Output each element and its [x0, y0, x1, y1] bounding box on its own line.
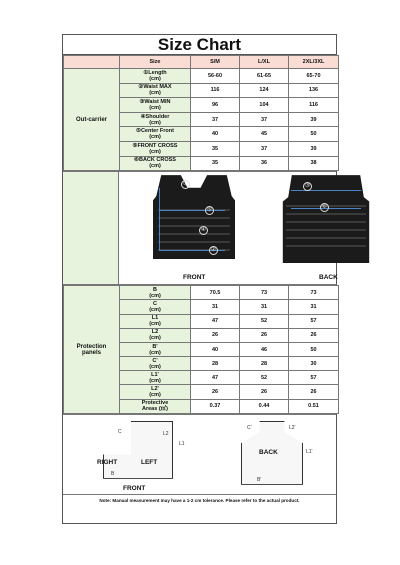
front-mark-1: ① [182, 181, 189, 188]
front-l1-label: L1 [179, 440, 185, 447]
outcarrier-value-cell: 36 [240, 156, 289, 171]
protection-value-cell: 26 [240, 328, 289, 342]
outcarrier-value-cell: 35 [191, 156, 240, 171]
front-diagram-caption: FRONT [123, 484, 146, 492]
front-c-label: C [118, 428, 122, 435]
back-c-label: C' [247, 424, 252, 431]
protection-measure-label: L1 (cm) [120, 314, 191, 328]
outcarrier-section-label: Out-carrier [64, 69, 120, 171]
protection-value-cell: 50 [289, 342, 339, 356]
outcarrier-value-cell: 39 [289, 112, 339, 127]
protection-value-cell: 31 [191, 300, 240, 314]
panel-diagrams [63, 414, 336, 494]
protection-value-cell: 26 [240, 385, 289, 399]
outcarrier-measure-label: ①Length (cm) [120, 69, 191, 84]
protection-value-cell: 28 [240, 357, 289, 371]
vest-photos [63, 171, 336, 285]
outcarrier-value-cell: 65-70 [289, 69, 339, 84]
outcarrier-row [64, 69, 339, 84]
protection-measure-label: B (cm) [120, 286, 191, 300]
back-l1-label: L1' [306, 448, 313, 455]
outcarrier-measure-label: ③Waist MIN (cm) [120, 98, 191, 113]
protection-value-cell: 70.5 [191, 286, 240, 300]
protection-value-cell: 31 [289, 300, 339, 314]
outcarrier-value-cell: 37 [240, 112, 289, 127]
size-chart-sheet [62, 34, 337, 524]
outcarrier-value-cell: 136 [289, 83, 339, 98]
protection-value-cell: 47 [191, 371, 240, 385]
vest-front-photo [153, 175, 235, 259]
back-b-label: B' [257, 476, 262, 483]
protection-measure-label: L2 (cm) [120, 328, 191, 342]
front-cross-measure-line [159, 210, 225, 211]
front-right-label: RIGHT [97, 458, 118, 466]
outcarrier-value-cell: 50 [289, 127, 339, 142]
protection-value-cell: 26 [191, 385, 240, 399]
header-row [64, 56, 339, 69]
protection-measure-label: C' (cm) [120, 357, 191, 371]
header-size-cell: Size [120, 56, 191, 69]
front-l2-label: L2 [163, 430, 169, 437]
outcarrier-value-cell: 104 [240, 98, 289, 113]
outcarrier-measure-label: ⑥BACK CROSS (cm) [120, 156, 191, 171]
outcarrier-value-cell: 39 [289, 141, 339, 156]
protection-section-label: Protection panels [64, 286, 120, 414]
outcarrier-measure-label: ⑤Center Front (cm) [120, 127, 191, 142]
protection-value-cell: 73 [240, 286, 289, 300]
back-l2-label: L2' [289, 424, 296, 431]
outcarrier-value-cell: 56-60 [191, 69, 240, 84]
outcarrier-value-cell: 37 [240, 141, 289, 156]
protection-value-cell: 52 [240, 371, 289, 385]
outcarrier-value-cell: 116 [289, 98, 339, 113]
outcarrier-value-cell: 35 [191, 141, 240, 156]
page-title: Size Chart [63, 35, 336, 55]
outcarrier-value-cell: 38 [289, 156, 339, 171]
protection-value-cell: 46 [240, 342, 289, 356]
protection-value-cell: 40 [191, 342, 240, 356]
front-b-label: B [111, 470, 115, 477]
outcarrier-measure-label: ④Shoulder (cm) [120, 112, 191, 127]
back-mark-3: ③ [304, 183, 311, 190]
back-mark-6: ⑥ [321, 204, 328, 211]
protection-value-cell: 0.51 [289, 399, 339, 413]
length-measure-line [159, 188, 160, 250]
tolerance-note: Note: Manual measurement may have a 1-2 cm tolerance. Please refer to the actual product. [63, 494, 336, 506]
outcarrier-measure-label: ⑤FRONT CROSS (cm) [120, 141, 191, 156]
protection-value-cell: 30 [289, 357, 339, 371]
outcarrier-value-cell: 40 [191, 127, 240, 142]
protection-value-cell: 47 [191, 314, 240, 328]
front-left-label: LEFT [141, 458, 158, 466]
protection-value-cell: 52 [240, 314, 289, 328]
protection-table [63, 285, 339, 414]
outcarrier-value-cell: 45 [240, 127, 289, 142]
back-diagram-caption: BACK [259, 448, 278, 456]
back-caption: BACK [319, 274, 338, 282]
shoulder-measure-line [291, 190, 361, 191]
protection-row [64, 286, 339, 300]
header-empty-cell [64, 56, 120, 69]
outcarrier-value-cell: 124 [240, 83, 289, 98]
protection-value-cell: 57 [289, 314, 339, 328]
front-mark-5: ⑤ [206, 207, 213, 214]
protection-value-cell: 0.37 [191, 399, 240, 413]
protection-measure-label: L2' (cm) [120, 385, 191, 399]
outcarrier-table [63, 55, 339, 171]
protection-value-cell: 26 [191, 328, 240, 342]
header-size-sm: S/M [191, 56, 240, 69]
header-size-lxl: L/XL [240, 56, 289, 69]
outcarrier-value-cell: 116 [191, 83, 240, 98]
protection-measure-label: C (cm) [120, 300, 191, 314]
protection-value-cell: 26 [289, 328, 339, 342]
header-size-2xl3xl: 2XL/3XL [289, 56, 339, 69]
protection-value-cell: 57 [289, 371, 339, 385]
protection-value-cell: 73 [289, 286, 339, 300]
protection-measure-label: L1' (cm) [120, 371, 191, 385]
outcarrier-measure-label: ②Waist MAX (cm) [120, 83, 191, 98]
front-mark-4: ④ [200, 227, 207, 234]
outcarrier-value-cell: 96 [191, 98, 240, 113]
outcarrier-value-cell: 61-65 [240, 69, 289, 84]
protection-value-cell: 0.44 [240, 399, 289, 413]
protection-value-cell: 28 [191, 357, 240, 371]
protection-value-cell: 31 [240, 300, 289, 314]
front-caption: FRONT [183, 274, 206, 282]
protection-value-cell: 26 [289, 385, 339, 399]
protection-measure-label: Protective Areas (㎡) [120, 399, 191, 413]
front-mark-2: ② [210, 247, 217, 254]
protection-measure-label: B' (cm) [120, 342, 191, 356]
vest-back-photo [281, 175, 371, 263]
outcarrier-value-cell: 37 [191, 112, 240, 127]
